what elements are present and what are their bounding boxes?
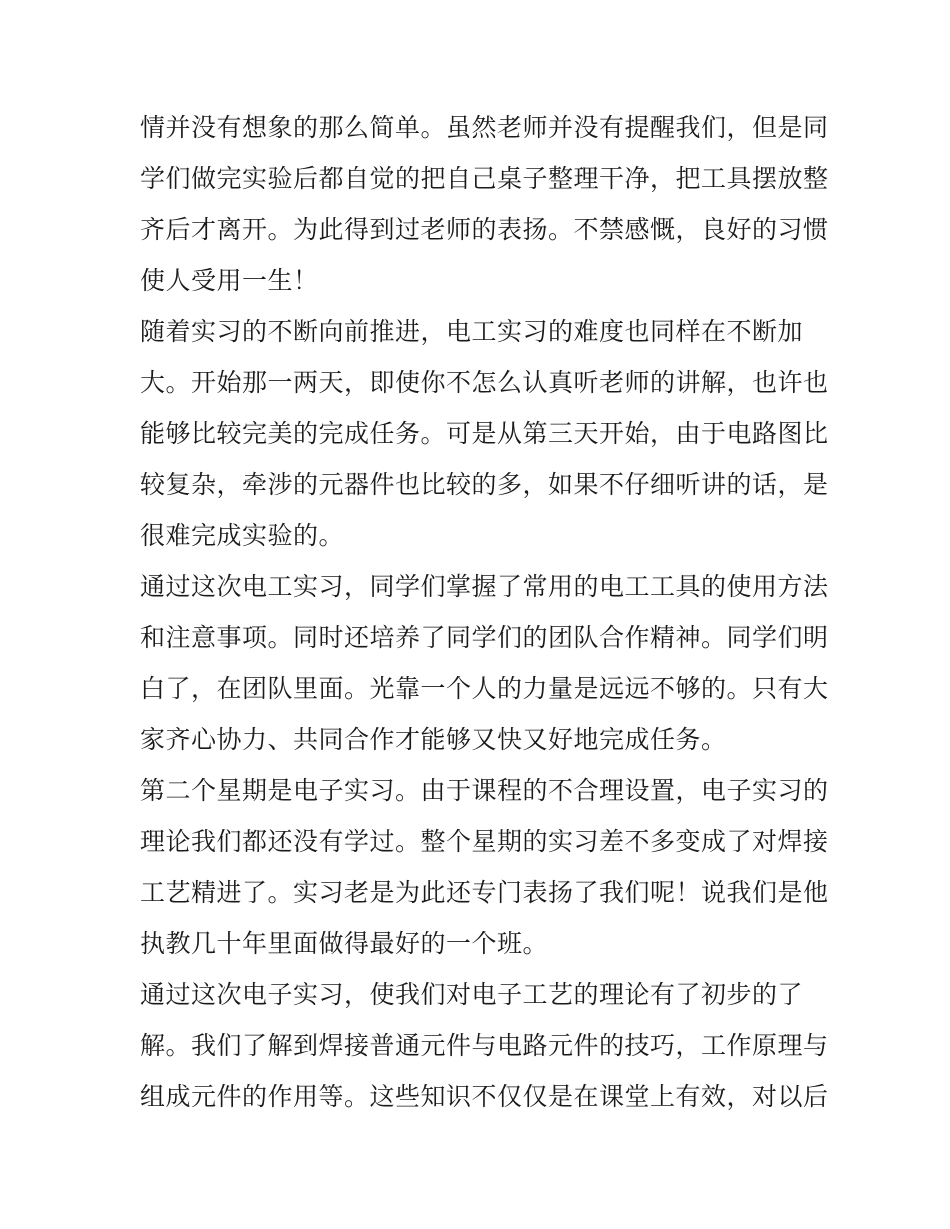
text-line: 很难完成实验的。: [140, 521, 345, 550]
text-line: 白了，在团队里面。光靠一个人的力量是远远不够的。只有大: [140, 674, 829, 703]
text-line: 执教几十年里面做得最好的一个班。: [140, 929, 549, 958]
text-line: 通过这次电工实习，同学们掌握了常用的电工工具的使用方法: [140, 572, 829, 601]
text-line: 大。开始那一两天，即使你不怎么认真听老师的讲解，也许也: [140, 368, 829, 397]
text-line: 情并没有想象的那么简单。虽然老师并没有提醒我们，但是同: [140, 113, 829, 142]
text-line: 组成元件的作用等。这些知识不仅仅是在课堂上有效，对以后: [140, 1082, 829, 1111]
body-text: [140, 102, 829, 1122]
text-line: 解。我们了解到焊接普通元件与电路元件的技巧，工作原理与: [140, 1031, 829, 1060]
text-line: 第二个星期是电子实习。由于课程的不合理设置，电子实习的: [140, 776, 829, 805]
text-line: 使人受用一生！: [140, 266, 319, 295]
text-line: 较复杂，牵涉的元器件也比较的多，如果不仔细听讲的话，是: [140, 470, 829, 499]
text-line: 齐后才离开。为此得到过老师的表扬。不禁感慨，良好的习惯: [140, 215, 829, 244]
text-line: 学们做完实验后都自觉的把自己桌子整理干净，把工具摆放整: [140, 164, 829, 193]
text-line: 随着实习的不断向前推进，电工实习的难度也同样在不断加: [140, 317, 804, 346]
text-line: 和注意事项。同时还培养了同学们的团队合作精神。同学们明: [140, 623, 829, 652]
text-line: 工艺精进了。实习老是为此还专门表扬了我们呢！说我们是他: [140, 878, 829, 907]
text-line: 家齐心协力、共同合作才能够又快又好地完成任务。: [140, 725, 727, 754]
text-line: 通过这次电子实习，使我们对电子工艺的理论有了初步的了: [140, 980, 804, 1009]
text-line: 理论我们都还没有学过。整个星期的实习差不多变成了对焊接: [140, 827, 829, 856]
text-line: 能够比较完美的完成任务。可是从第三天开始，由于电路图比: [140, 419, 829, 448]
